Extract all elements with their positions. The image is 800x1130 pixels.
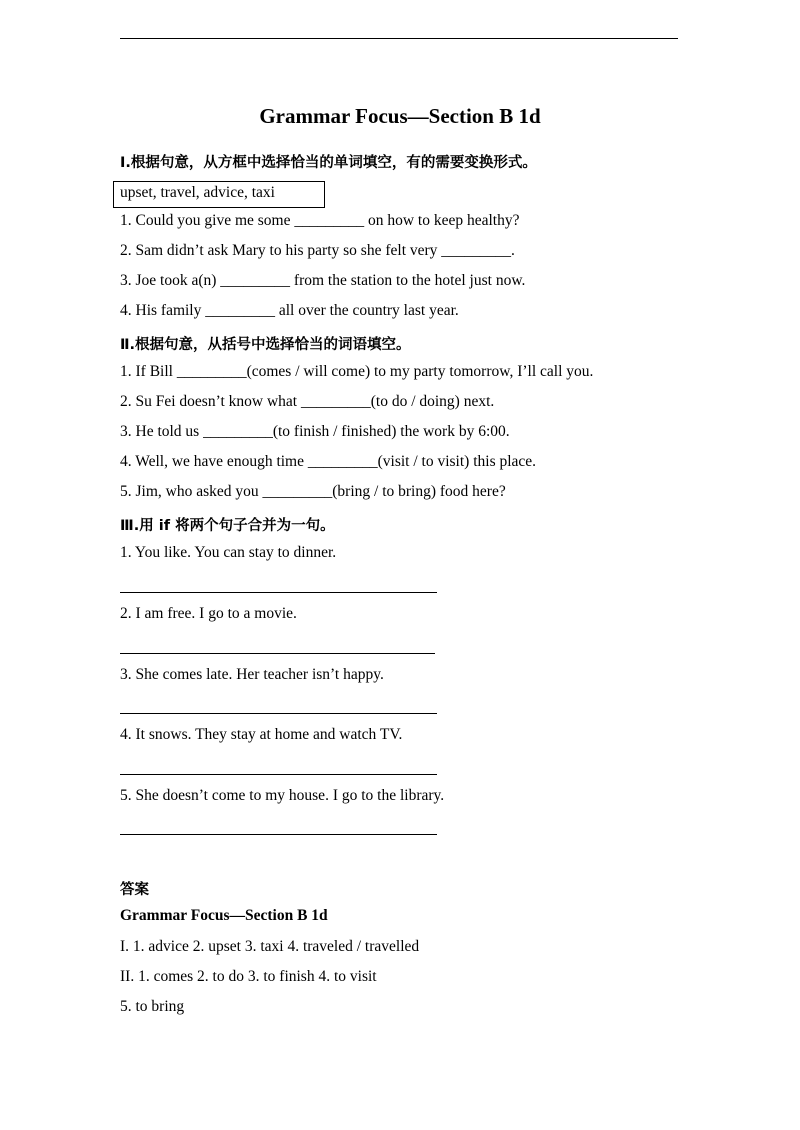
word-box-text: upset, travel, advice, taxi (120, 184, 275, 201)
part3-item-5: 5. She doesn’t come to my house. I go to the library. (120, 787, 445, 804)
part2-heading: Ⅱ.根据句意，从括号中选择恰当的词语填空。 (120, 337, 411, 353)
part1-heading: Ⅰ.根据句意，从方框中选择恰当的单词填空，有的需要变换形式。 (120, 155, 537, 171)
answer-blank-1[interactable] (120, 592, 437, 593)
answers-line-1: I. 1. advice 2. upset 3. taxi 4. traveled / travelled (120, 938, 420, 955)
answer-blank-2[interactable] (120, 653, 435, 654)
header-rule (120, 38, 678, 39)
part2-item-5: 5. Jim, who asked you _________(bring / to bring) food here? (120, 483, 506, 500)
part3-item-2: 2. I am free. I go to a movie. (120, 605, 297, 622)
part3-item-4: 4. It snows. They stay at home and watch TV. (120, 726, 403, 743)
part2-item-3: 3. He told us _________(to finish / finished) the work by 6:00. (120, 423, 510, 440)
page-title: Grammar Focus—Section B 1d (259, 104, 541, 128)
part3-item-1: 1. You like. You can stay to dinner. (120, 544, 337, 561)
answers-label: 答案 (120, 882, 149, 898)
part1-item-4: 4. His family _________ all over the country last year. (120, 302, 459, 319)
answer-blank-4[interactable] (120, 774, 437, 775)
answers-line-2: II. 1. comes 2. to do 3. to finish 4. to visit (120, 968, 377, 985)
part2-item-1: 1. If Bill _________(comes / will come) to my party tomorrow, I’ll call you. (120, 363, 594, 380)
part1-item-1: 1. Could you give me some _________ on how to keep healthy? (120, 212, 520, 229)
answers-line-3: 5. to bring (120, 998, 185, 1015)
answer-blank-3[interactable] (120, 713, 437, 714)
part1-item-3: 3. Joe took a(n) _________ from the station to the hotel just now. (120, 272, 526, 289)
part2-item-4: 4. Well, we have enough time _________(visit / to visit) this place. (120, 453, 537, 470)
part3-heading: Ⅲ.用 if 将两个句子合并为一句。 (120, 518, 335, 534)
part3-item-3: 3. She comes late. Her teacher isn’t happy. (120, 666, 384, 683)
part1-item-2: 2. Sam didn’t ask Mary to his party so she felt very _________. (120, 242, 515, 259)
part2-item-2: 2. Su Fei doesn’t know what _________(to do / doing) next. (120, 393, 495, 410)
answers-title: Grammar Focus—Section B 1d (120, 907, 328, 924)
word-box (113, 181, 325, 208)
answer-blank-5[interactable] (120, 834, 437, 835)
